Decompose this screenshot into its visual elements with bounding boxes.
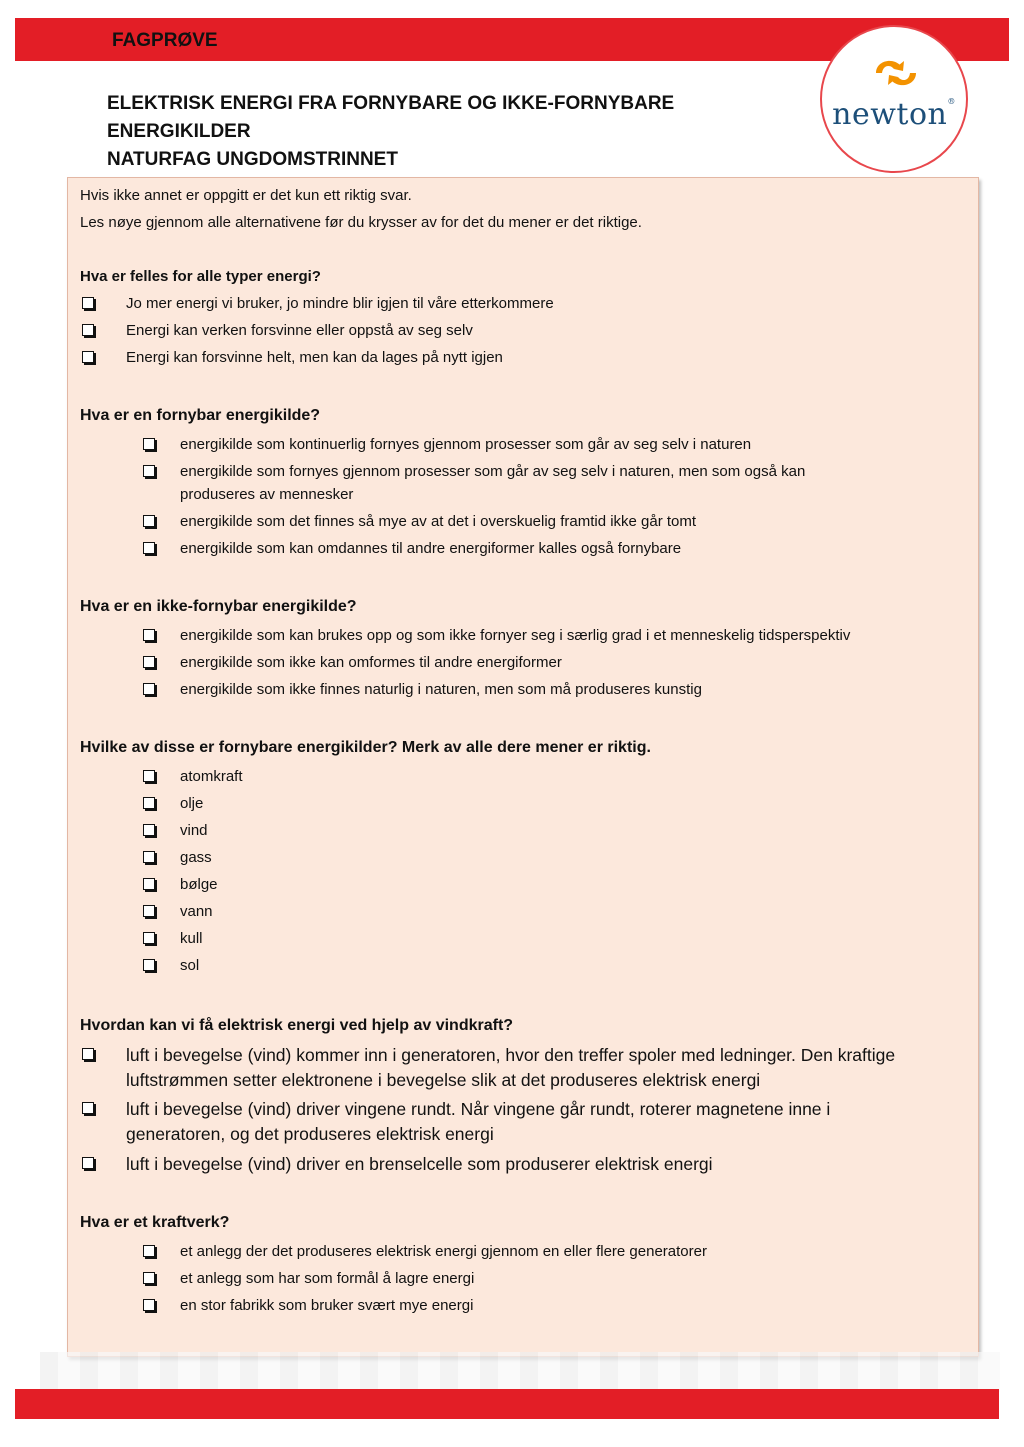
answer-option: Energi kan forsvinne helt, men kan da lages på nytt igjen (126, 349, 503, 366)
answer-checkbox[interactable] (82, 351, 94, 363)
question-1-text: Hva er felles for alle typer energi? (80, 268, 321, 285)
title-line: ENERGIKILDER (107, 121, 251, 142)
answer-checkbox[interactable] (143, 878, 155, 890)
answer-option: luft i bevegelse (vind) driver vingene rundt. Når vingene går rundt, roterer magnetene inne i (126, 1099, 831, 1119)
answer-option: Energi kan verken forsvinne eller oppstå av seg selv (126, 322, 473, 339)
decorative-footer-pattern (40, 1352, 1000, 1392)
answer-checkbox[interactable] (143, 629, 155, 641)
answer-option: sol (180, 957, 200, 974)
answer-checkbox[interactable] (143, 932, 155, 944)
answer-option: et anlegg som har som formål å lagre energi (180, 1270, 475, 1287)
question-3-text: Hva er en ikke-fornybar energikilde? (80, 598, 357, 615)
answer-checkbox[interactable] (143, 465, 155, 477)
answer-option: energikilde som ikke finnes naturlig i naturen, men som må produseres kunstig (180, 681, 702, 698)
answer-option: et anlegg der det produseres elektrisk energi gjennom en eller flere generatorer (180, 1243, 707, 1260)
answer-option-continued: luftstrømmen setter elektronene i bevegelse slik at det produseres elektrisk energi (126, 1070, 761, 1090)
answer-checkbox[interactable] (143, 959, 155, 971)
document-label: FAGPRØVE (112, 30, 218, 51)
answer-checkbox[interactable] (143, 824, 155, 836)
question-5-text: Hvordan kan vi få elektrisk energi ved hjelp av vindkraft? (80, 1017, 514, 1034)
answer-option: gass (180, 849, 212, 866)
answer-option: kull (180, 930, 203, 947)
answer-option: atomkraft (180, 768, 243, 785)
question-2-text: Hva er en fornybar energikilde? (80, 407, 321, 424)
answer-option: energikilde som fornyes gjennom prosesser som går av seg selv i naturen, men som også kan (180, 463, 806, 480)
answer-option: olje (180, 795, 204, 812)
answer-checkbox[interactable] (143, 542, 155, 554)
title-line: ELEKTRISK ENERGI FRA FORNYBARE OG IKKE-FORNYBARE (107, 93, 675, 114)
instruction-text: Hvis ikke annet er oppgitt er det kun ett riktig svar. (80, 187, 412, 204)
answer-option: vann (180, 903, 213, 920)
answer-option: luft i bevegelse (vind) driver en brenselcelle som produserer elektrisk energi (126, 1154, 713, 1174)
answer-checkbox[interactable] (143, 515, 155, 527)
answer-option-continued: generatoren, og det produseres elektrisk energi (126, 1124, 494, 1144)
answer-option: bølge (180, 876, 218, 893)
answer-checkbox[interactable] (143, 1245, 155, 1257)
newton-logo (820, 25, 968, 173)
answer-option: energikilde som det finnes så mye av at det i overskuelig framtid ikke går tomt (180, 513, 697, 530)
answer-checkbox[interactable] (82, 1157, 94, 1169)
logo-swirl-icon (870, 55, 922, 91)
logo-wordmark (822, 97, 966, 132)
instruction-text: Les nøye gjennom alle alternativene før du krysser av for det du mener er det riktige. (80, 214, 642, 231)
answer-option: en stor fabrikk som bruker svært mye energi (180, 1297, 474, 1314)
answer-option: energikilde som kan omdannes til andre energiformer kalles også fornybare (180, 540, 682, 557)
answer-option-continued: produseres av mennesker (180, 486, 354, 503)
title-line: NATURFAG UNGDOMSTRINNET (107, 149, 398, 170)
answer-option: luft i bevegelse (vind) kommer inn i generatoren, hvor den treffer spoler med ledninger. Den kraftige (126, 1045, 896, 1065)
answer-option: energikilde som kan brukes opp og som ikke fornyer seg i særlig grad i et menneskelig tidsperspektiv (180, 627, 851, 644)
answer-checkbox[interactable] (143, 1272, 155, 1284)
question-4-text: Hvilke av disse er fornybare energikilder? Merk av alle dere mener er riktig. (80, 739, 651, 756)
question-6-text: Hva er et kraftverk? (80, 1214, 230, 1231)
answer-checkbox[interactable] (143, 1299, 155, 1311)
logo-text: newton (832, 97, 948, 132)
answer-checkbox[interactable] (143, 438, 155, 450)
answer-option: energikilde som ikke kan omformes til andre energiformer (180, 654, 562, 671)
answer-option: Jo mer energi vi bruker, jo mindre blir igjen til våre etterkommere (126, 295, 554, 312)
footer-bar (15, 1389, 999, 1419)
answer-checkbox[interactable] (143, 656, 155, 668)
logo-registered-mark: ® (947, 97, 956, 106)
answer-checkbox[interactable] (143, 683, 155, 695)
answer-checkbox[interactable] (143, 770, 155, 782)
answer-checkbox[interactable] (82, 1102, 94, 1114)
answer-checkbox[interactable] (143, 797, 155, 809)
answer-checkbox[interactable] (82, 297, 94, 309)
answer-checkbox[interactable] (143, 905, 155, 917)
answer-option: vind (180, 822, 208, 839)
page-title (107, 90, 807, 174)
answer-option: energikilde som kontinuerlig fornyes gjennom prosesser som går av seg selv i naturen (180, 436, 752, 453)
answer-checkbox[interactable] (82, 1048, 94, 1060)
answer-checkbox[interactable] (82, 324, 94, 336)
answer-checkbox[interactable] (143, 851, 155, 863)
